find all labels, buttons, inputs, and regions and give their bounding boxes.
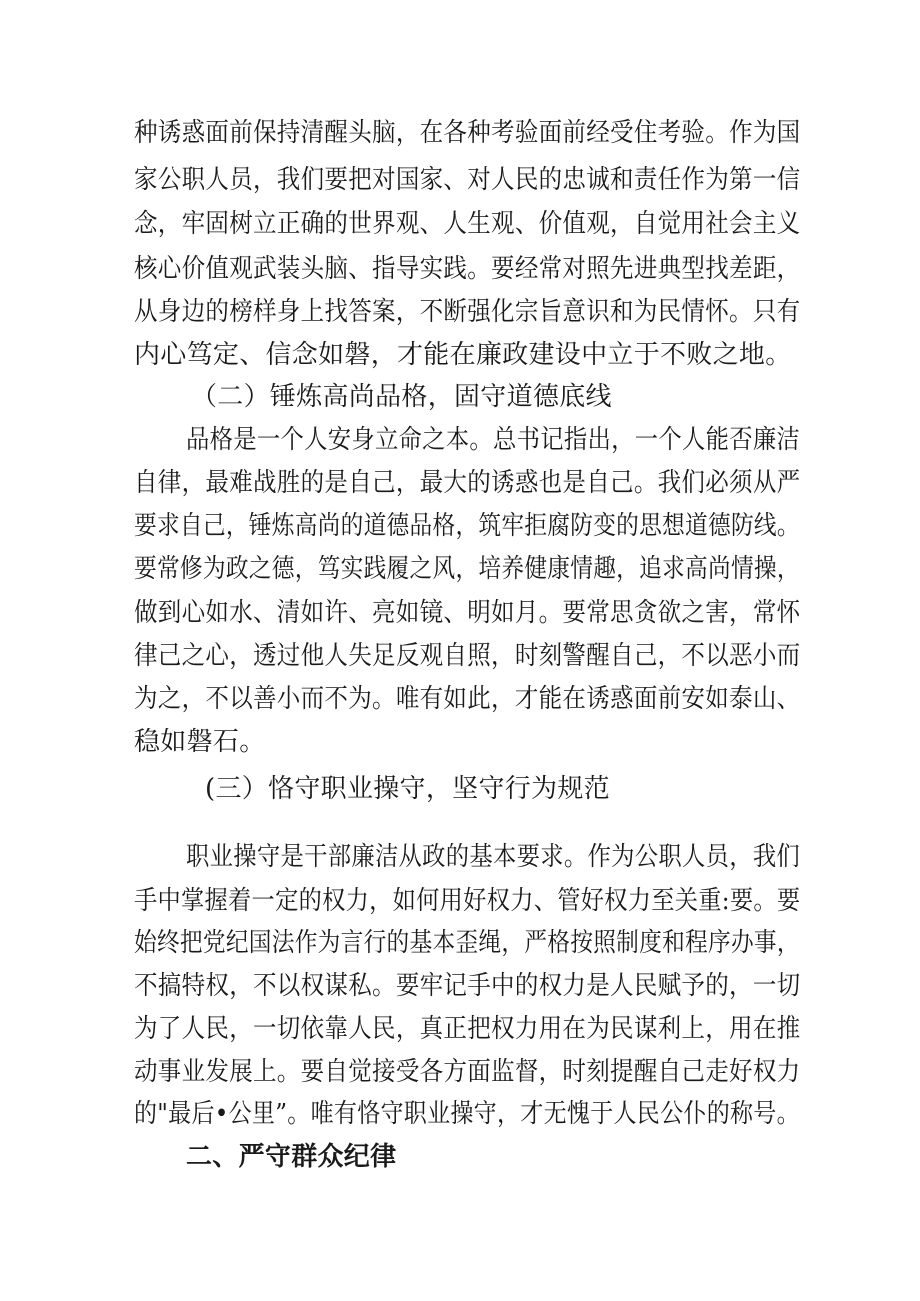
paragraph-line: 品格是一个人安身立命之本。总书记指出，一个人能否廉洁 — [186, 425, 801, 455]
paragraph-line: 内心笃定、信念如磐，才能在廉政建设中立于不败之地。 — [134, 340, 792, 370]
paragraph-line: 动事业发展上。要自觉接受各方面监督，时刻提醒自己走好权力 — [134, 1057, 801, 1087]
paragraph-line: 稳如磐石。 — [134, 727, 266, 757]
paragraph-line: 为之，不以善小而不为。唯有如此，才能在诱惑面前安如泰山、 — [134, 684, 801, 714]
paragraph-line: 要常修为政之德，笃实践履之风，培养健康情趣，追求高尚情操， — [134, 554, 800, 584]
paragraph-line: 职业操守是干部廉洁从政的基本要求。作为公职人员，我们 — [186, 842, 801, 872]
paragraph-line: 要求自己，锤炼高尚的道德品格，筑牢拒腐防变的思想道德防线。 — [134, 511, 800, 541]
paragraph-line: 手中掌握着一定的权力，如何用好权力、管好权力至关重:要。要 — [134, 886, 801, 916]
paragraph-line: 做到心如水、清如许、亮如镜、明如月。要常思贪欲之害，常怀 — [134, 598, 801, 628]
paragraph-line: 为了人民，一切依靠人民，真正把权力用在为民谋利上，用在推 — [134, 1014, 801, 1044]
paragraph-line: 的"最后•公里”。唯有恪守职业操守，才无愧于人民公仆的称号。 — [134, 1099, 800, 1129]
paragraph-line: 家公职人员，我们要把对国家、对人民的忠诚和责任作为第一信 — [134, 165, 801, 195]
subheading: (三）恪守职业操守，坚守行为规范 — [205, 774, 610, 804]
paragraph-line: 律己之心，透过他人失足反观自照，时刻警醒自己，不以恶小而 — [134, 641, 801, 671]
paragraph-line: 从身边的榜样身上找答案，不断强化宗旨意识和为民情怀。只有 — [134, 297, 801, 327]
paragraph-line: 不搞特权，不以权谋私。要牢记手中的权力是人民赋予的，一切 — [134, 971, 801, 1001]
paragraph-line: 始终把党纪国法作为言行的基本歪绳，严格按照制度和程序办事， — [134, 928, 800, 958]
subheading: （二）锤炼高尚品格，固守道德底线 — [191, 382, 612, 412]
paragraph-line: 核心价值观武装头脑、指导实践。要经常对照先进典型找差距， — [134, 254, 801, 284]
paragraph-line: 念，牢固树立正确的世界观、人生观、价值观，自觉用社会主义 — [134, 209, 801, 239]
section-heading: 二、严守群众纪律 — [186, 1142, 397, 1172]
paragraph-line: 种诱惑面前保持清醒头脑，在各种考验面前经受住考验。作为国 — [134, 118, 801, 148]
paragraph-line: 自律，最难战胜的是自己，最大的诱惑也是自己。我们必须从严 — [134, 468, 801, 498]
